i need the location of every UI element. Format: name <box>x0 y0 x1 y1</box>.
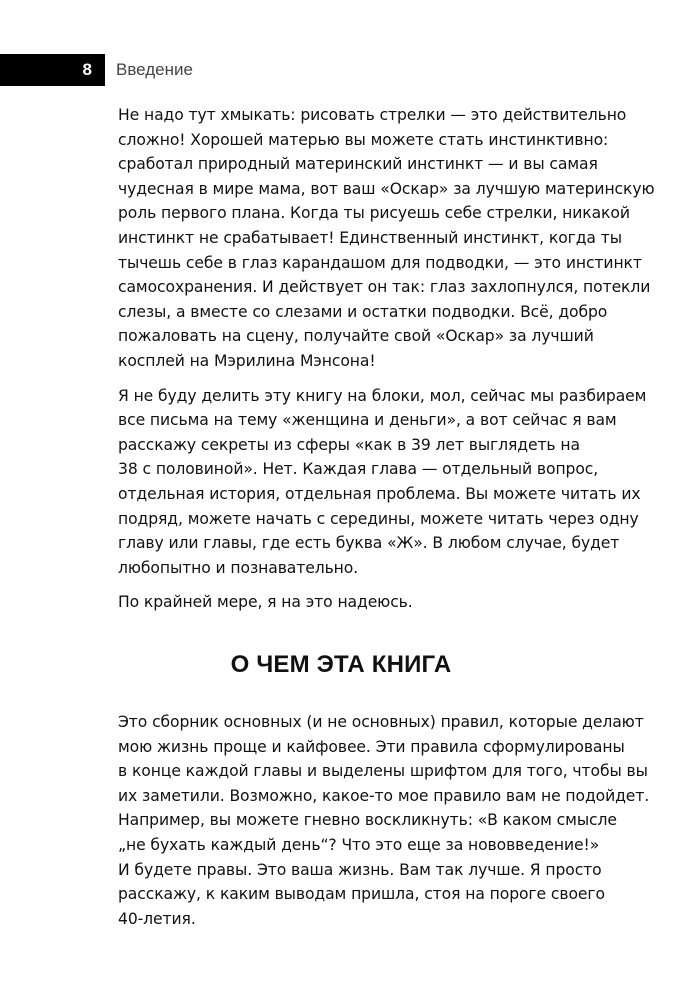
text-line: Например, вы можете гневно воскликнуть: «В каком смысле <box>118 811 617 830</box>
text-line: расскажу секреты из сферы «как в 39 лет выглядеть на <box>118 435 580 454</box>
text-line: их заметили. Возможно, какое-то мое правило вам не подойдет. <box>118 786 650 805</box>
text-line: расскажу, к каким выводам пришла, стоя на пороге своего <box>118 885 605 904</box>
text-line: Это сборник основных (и не основных) правил, которые делают <box>118 713 644 731</box>
section-heading: О ЧЕМ ЭТА КНИГА <box>230 651 452 678</box>
text-line: тычешь себе в глаз карандашом для подводки, — это инстинкт <box>118 253 642 272</box>
section-paragraph <box>118 710 650 931</box>
text-line: По крайней мере, я на это надеюсь. <box>118 593 413 612</box>
paragraph-3 <box>118 590 588 615</box>
text-line: сработал природный материнский инстинкт — и вы самая <box>118 155 598 174</box>
text-line: 40-летия. <box>118 909 196 928</box>
text-line: инстинкт не срабатывает! Единственный инстинкт, когда ты <box>118 228 622 247</box>
text-line: сложно! Хорошей матерью вы можете стать инстинктивно: <box>118 130 609 149</box>
section-body <box>118 710 650 931</box>
text-line: И будете правы. Это ваша жизнь. Вам так лучше. Я просто <box>118 860 602 879</box>
text-line: главу или главы, где есть буква «Ж». В любом случае, будет <box>118 534 620 553</box>
text-line: Я не буду делить эту книгу на блоки, мол, сейчас мы разбираем <box>118 386 647 405</box>
text-line: в конце каждой главы и выделены шрифтом для того, чтобы вы <box>118 762 648 781</box>
text-line: мою жизнь проще и кайфовее. Эти правила сформулированы <box>118 737 625 756</box>
text-line: подряд, можете начать с середины, можете читать через одну <box>118 509 639 528</box>
text-line: 38 с половиной». Нет. Каждая глава — отдельный вопрос, <box>118 460 599 479</box>
text-line: Не надо тут хмыкать: рисовать стрелки — это действительно <box>118 106 627 124</box>
text-line: все письма на тему «женщина и деньги», а вот сейчас я вам <box>118 411 617 430</box>
running-header-section: Введение <box>116 60 193 79</box>
text-line: отдельная история, отдельная проблема. Вы можете читать их <box>118 484 641 503</box>
text-line: косплей на Мэрилина Мэнсона! <box>118 351 376 370</box>
text-line: самосохранения. И действует он так: глаз захлопнулся, потекли <box>118 278 651 297</box>
page-number: 8 <box>0 54 105 86</box>
text-line: любопытно и познавательно. <box>118 558 359 577</box>
paragraph-2 <box>118 384 647 581</box>
text-line: „не бухать каждый день“? Что это еще за нововведение!» <box>118 835 600 854</box>
intro-body <box>118 103 655 615</box>
text-line: роль первого плана. Когда ты рисуешь себе стрелки, никакой <box>118 204 630 223</box>
text-line: пожаловать на сцену, получайте свой «Оскар» за лучший <box>118 327 594 346</box>
text-line: чудесная в мире мама, вот ваш «Оскар» за лучшую материнскую <box>118 179 655 198</box>
page-header <box>0 54 682 86</box>
text-line: слезы, а вместе со слезами и остатки подводки. Всё, добро <box>118 302 608 321</box>
paragraph-1 <box>118 103 655 374</box>
